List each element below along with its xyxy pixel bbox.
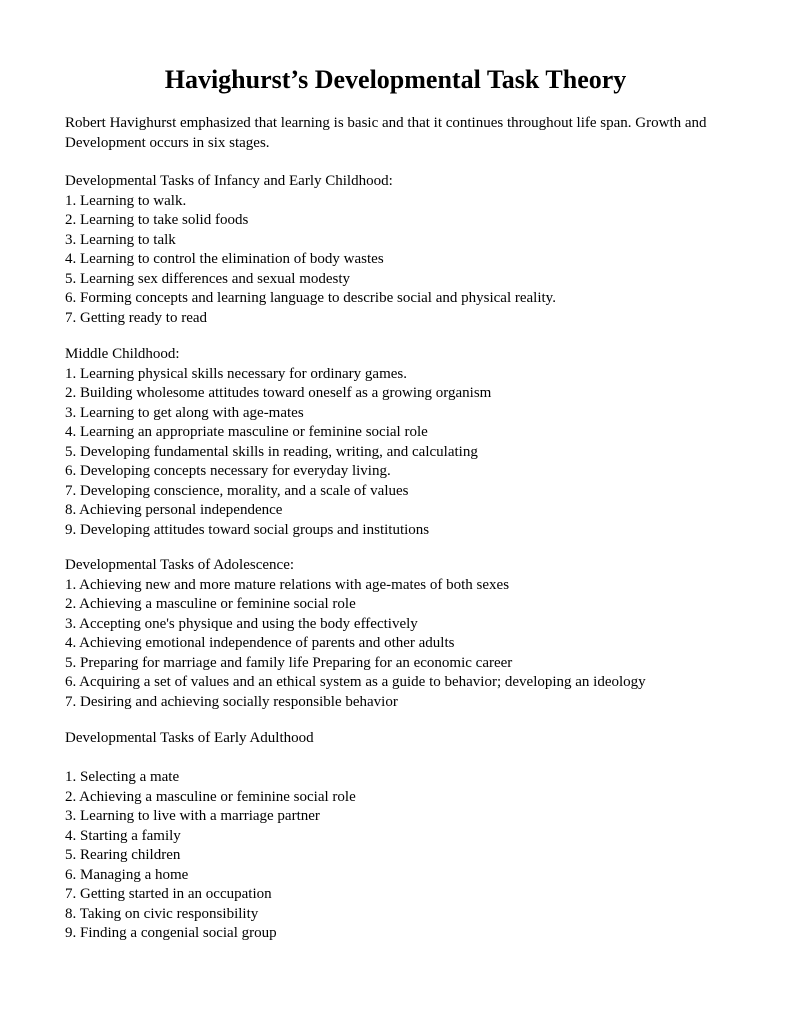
list-item: 4. Achieving emotional independence of parents and other adults	[65, 635, 455, 651]
list-item: 7. Desiring and achieving socially responsible behavior	[65, 693, 398, 710]
list-item: 3. Learning to live with a marriage partner	[65, 808, 320, 824]
list-item: 2. Achieving a masculine or feminine social role	[65, 596, 356, 612]
list-item: 2. Building wholesome attitudes toward oneself as a growing organism	[65, 385, 492, 401]
list-item: 7. Developing conscience, morality, and a scale of values	[65, 482, 409, 499]
list-item: 2. Achieving a masculine or feminine social role	[65, 788, 356, 805]
list-item: 9. Developing attitudes toward social groups and institutions	[65, 521, 430, 538]
list-item: 5. Rearing children	[65, 847, 181, 863]
section-infancy-early-childhood	[65, 172, 765, 328]
section-heading: Developmental Tasks of Early Adulthood	[65, 730, 314, 746]
section-early-adulthood	[65, 729, 765, 944]
list-item: 8. Achieving personal independence	[65, 502, 283, 518]
list-item: 9. Finding a congenial social group	[65, 925, 277, 941]
list-item: 5. Learning sex differences and sexual modesty	[65, 270, 351, 287]
document-title: Havighurst’s Developmental Task Theory	[164, 65, 627, 94]
list-item: 8. Taking on civic responsibility	[65, 905, 259, 922]
list-item: 3. Learning to talk	[65, 231, 176, 248]
list-item: 3. Accepting one's physique and using the body effectively	[65, 615, 418, 632]
list-item: 4. Learning to control the elimination of body wastes	[65, 251, 384, 267]
list-item: 1. Achieving new and more mature relations with age-mates of both sexes	[65, 576, 510, 593]
section-heading: Middle Childhood:	[65, 346, 180, 362]
list-item: 5. Developing fundamental skills in reading, writing, and calculating	[65, 443, 478, 460]
section-heading: Developmental Tasks of Infancy and Early Childhood:	[65, 173, 393, 189]
list-item: 6. Managing a home	[65, 866, 189, 883]
list-item: 1. Learning to walk.	[65, 192, 187, 209]
section-adolescence	[65, 556, 765, 712]
list-item: 7. Getting ready to read	[65, 309, 208, 326]
list-item: 3. Learning to get along with age-mates	[65, 404, 304, 421]
list-item: 7. Getting started in an occupation	[65, 886, 272, 902]
list-item: 6. Forming concepts and learning language to describe social and physical reality.	[65, 290, 556, 306]
intro-paragraph: Robert Havighurst emphasized that learning is basic and that it continues throughout life span. Growth and Development occurs in six stages.	[65, 115, 707, 151]
list-item: 1. Learning physical skills necessary for ordinary games.	[65, 365, 407, 382]
list-item: 2. Learning to take solid foods	[65, 212, 249, 228]
list-item: 6. Acquiring a set of values and an ethical system as a guide to behavior; developing an ideology	[65, 674, 646, 690]
list-item: 5. Preparing for marriage and family life Preparing for an economic career	[65, 654, 513, 671]
list-item: 1. Selecting a mate	[65, 769, 180, 785]
list-item: 4. Learning an appropriate masculine or feminine social role	[65, 424, 428, 440]
list-item: 6. Developing concepts necessary for everyday living.	[65, 463, 391, 479]
list-item: 4. Starting a family	[65, 827, 181, 844]
section-middle-childhood	[65, 345, 765, 540]
section-heading: Developmental Tasks of Adolescence:	[65, 557, 295, 573]
